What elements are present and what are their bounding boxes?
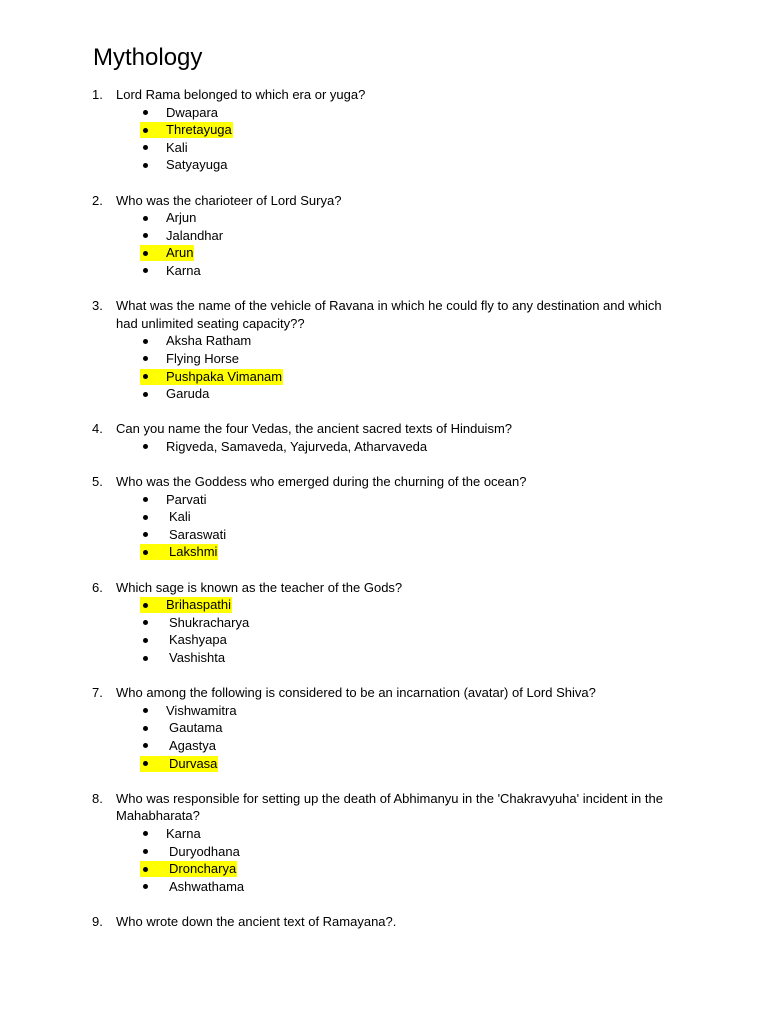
answer-option-highlighted bbox=[0, 368, 768, 386]
answer-option-text: Agastya bbox=[169, 737, 216, 753]
question-line bbox=[0, 790, 768, 808]
question-line bbox=[0, 315, 768, 333]
question-line bbox=[0, 192, 768, 210]
page-title: Mythology bbox=[93, 44, 203, 71]
answer-option-text: Shukracharya bbox=[169, 614, 250, 630]
question-line bbox=[0, 684, 768, 702]
answer-option-highlighted bbox=[0, 596, 768, 614]
answer-option-text: Duryodhana bbox=[169, 843, 240, 859]
question-item bbox=[0, 579, 768, 667]
answer-option-text: Brihaspathi bbox=[166, 597, 232, 613]
question-item bbox=[0, 192, 768, 280]
question-text: had unlimited seating capacity?? bbox=[116, 315, 305, 331]
answer-option-text: Gautama bbox=[169, 720, 223, 736]
answer-option bbox=[0, 508, 768, 526]
answer-option-text: Flying Horse bbox=[166, 350, 239, 366]
question-item bbox=[0, 473, 768, 561]
answer-option-text: Kashyapa bbox=[169, 632, 227, 648]
answer-option-text: Droncharya bbox=[169, 861, 237, 877]
question-line bbox=[0, 579, 768, 597]
question-number: 6. bbox=[92, 579, 103, 595]
question-text: Can you name the four Vedas, the ancient sacred texts of Hinduism? bbox=[116, 421, 513, 437]
question-item bbox=[0, 684, 768, 772]
answer-option bbox=[0, 719, 768, 737]
question-item bbox=[0, 913, 768, 931]
answer-option bbox=[0, 227, 768, 245]
question-item bbox=[0, 790, 768, 896]
answer-option-highlighted bbox=[0, 755, 768, 773]
answer-option-text: Kali bbox=[166, 139, 188, 155]
answer-option-text: Karna bbox=[166, 262, 201, 278]
question-text: Which sage is known as the teacher of the Gods? bbox=[116, 579, 403, 595]
answer-option bbox=[0, 139, 768, 157]
answer-option bbox=[0, 631, 768, 649]
question-line bbox=[0, 807, 768, 825]
answer-option bbox=[0, 104, 768, 122]
answer-option bbox=[0, 526, 768, 544]
question-number: 7. bbox=[92, 685, 103, 701]
answer-option bbox=[0, 262, 768, 280]
answer-option-text: Saraswati bbox=[169, 526, 227, 542]
answer-option-text: Thretayuga bbox=[166, 122, 232, 138]
answer-option-text: Vashishta bbox=[169, 650, 226, 665]
question-text: Lord Rama belonged to which era or yuga? bbox=[116, 87, 366, 102]
question-number: 5. bbox=[92, 474, 103, 490]
question-line bbox=[0, 86, 768, 104]
answer-option bbox=[0, 350, 768, 368]
answer-option bbox=[0, 614, 768, 632]
question-line bbox=[0, 473, 768, 491]
answer-option bbox=[0, 843, 768, 861]
question-text: Who was responsible for setting up the death of Abhimanyu in the 'Chakravyuha' incident in the bbox=[116, 790, 663, 806]
question-item bbox=[0, 297, 768, 403]
question-line bbox=[0, 420, 768, 438]
question-text: Who was the charioteer of Lord Surya? bbox=[116, 192, 342, 208]
question-line bbox=[0, 297, 768, 315]
answer-option-text: Arun bbox=[166, 245, 194, 261]
answer-option-text: Jalandhar bbox=[166, 227, 224, 243]
question-number: 4. bbox=[92, 421, 103, 437]
answer-option-text: Lakshmi bbox=[169, 544, 218, 560]
answer-option-highlighted bbox=[0, 121, 768, 139]
answer-option bbox=[0, 438, 768, 456]
question-line bbox=[0, 913, 768, 931]
answer-option-highlighted bbox=[0, 244, 768, 262]
answer-option bbox=[0, 332, 768, 350]
answer-option-text: Pushpaka Vimanam bbox=[166, 368, 283, 384]
answer-option bbox=[0, 737, 768, 755]
question-text: Who was the Goddess who emerged during the churning of the ocean? bbox=[116, 474, 527, 490]
answer-option-text: Ashwathama bbox=[169, 878, 245, 894]
question-number: 9. bbox=[92, 913, 103, 929]
answer-option-highlighted bbox=[0, 860, 768, 878]
answer-option bbox=[0, 491, 768, 509]
answer-option bbox=[0, 156, 768, 174]
answer-option-text: Garuda bbox=[166, 386, 210, 402]
answer-option-text: Rigveda, Samaveda, Yajurveda, Atharvaveda bbox=[166, 438, 428, 454]
question-number: 3. bbox=[92, 298, 103, 314]
answer-option-text: Aksha Ratham bbox=[166, 333, 252, 349]
answer-option-text: Karna bbox=[166, 825, 201, 841]
question-text: What was the name of the vehicle of Ravana in which he could fly to any destination and which bbox=[116, 298, 662, 314]
question-item bbox=[0, 420, 768, 455]
question-text: Who wrote down the ancient text of Ramayana?. bbox=[116, 913, 397, 929]
question-item bbox=[0, 86, 768, 174]
answer-option-text: Arjun bbox=[166, 210, 197, 226]
answer-option-text: Dwapara bbox=[166, 104, 219, 120]
answer-option bbox=[0, 878, 768, 896]
question-number: 1. bbox=[92, 87, 103, 102]
question-text: Mahabharata? bbox=[116, 808, 200, 824]
answer-option-text: Durvasa bbox=[169, 755, 218, 771]
question-number: 2. bbox=[92, 192, 103, 208]
answer-option-text: Kali bbox=[169, 509, 191, 525]
answer-option bbox=[0, 385, 768, 403]
answer-option bbox=[0, 702, 768, 720]
question-list bbox=[0, 86, 768, 948]
question-number: 8. bbox=[92, 790, 103, 806]
answer-option bbox=[0, 825, 768, 843]
answer-option-text: Vishwamitra bbox=[166, 702, 237, 718]
answer-option bbox=[0, 649, 768, 667]
answer-option-text: Parvati bbox=[166, 491, 207, 507]
answer-option bbox=[0, 209, 768, 227]
question-text: Who among the following is considered to be an incarnation (avatar) of Lord Shiva? bbox=[116, 685, 596, 701]
answer-option-highlighted bbox=[0, 543, 768, 561]
answer-option-text: Satyayuga bbox=[166, 157, 228, 173]
